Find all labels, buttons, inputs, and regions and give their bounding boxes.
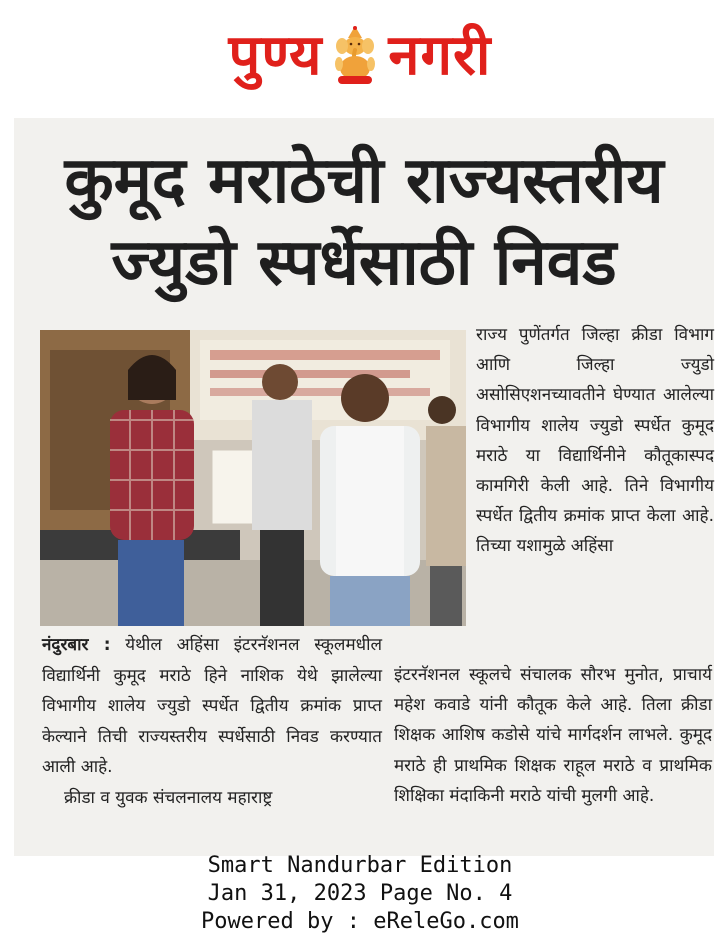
award-ceremony-photo [40,330,466,626]
edition-date-page: Jan 31, 2023 Page No. 4 [207,881,513,906]
headline-line-2: ज्युडो स्पर्धेसाठी निवड [111,226,617,300]
article-body-right-column [476,320,714,562]
article-headline [34,140,694,304]
edition-name: Smart Nandurbar Edition [207,853,513,878]
powered-by: Powered by : eReleGo.com [201,909,519,934]
article-body-left: येथील अहिंसा इंटरनॅशनल स्कूलमधील विद्यार्थिनी कुमूद मराठे हिने नाशिक येथे झालेल्या विभागीय शालेय ज्युडो स्पर्धेत द्वितीय क्रमांक प्राप्त केल्याने तिची राज्यस्तरीय स्पर्धेसाठी निवड करण्यात आली आहे. [42,635,382,777]
ganesha-logo-icon [330,24,380,88]
article-body-right: राज्य पुणेंतर्गत जिल्हा क्रीडा विभाग आणि जिल्हा ज्युडो असोसिएशनच्यावतीने घेण्यात आलेल्या विभागीय शालेय ज्युडो स्पर्धेत कुमूद मराठे या विद्यार्थिनीने कौतूकास्पद कामगिरी केली आहे. तिने विभागीय स्पर्धेत द्वितीय क्रमांक प्राप्त केला आहे. तिच्या यशामुळे अहिंसा [476,325,714,557]
newspaper-clipping [14,118,714,856]
article-body-bottom-column [394,660,712,811]
article-dateline: नंदुरबार : [42,635,111,655]
masthead-left-word: पुण्य [228,23,323,88]
edition-footer [0,852,720,936]
headline-line-1: कुमूद मराठेची राज्यस्तरीय [64,144,664,218]
article-body-left-tail: क्रीडा व युवक संचलनालय महाराष्ट्र [64,787,273,808]
article-body-left-column [42,630,382,813]
article-body-bottom: इंटरनॅशनल स्कूलचे संचालक सौरभ मुनोत, प्राचार्य महेश कवाडे यांनी कौतूक केले आहे. तिला क्रीडा शिक्षक आशिष कडोसे यांचे मार्गदर्शन लाभले. कुमूद मराठे ही प्राथमिक शिक्षक राहूल मराठे व प्राथमिक शिक्षिका मंदाकिनी मराठे यांची मुलगी आहे. [394,665,712,806]
article-body-left-paragraph [42,630,382,783]
masthead-right-word: नगरी [388,23,492,88]
masthead [0,0,720,112]
